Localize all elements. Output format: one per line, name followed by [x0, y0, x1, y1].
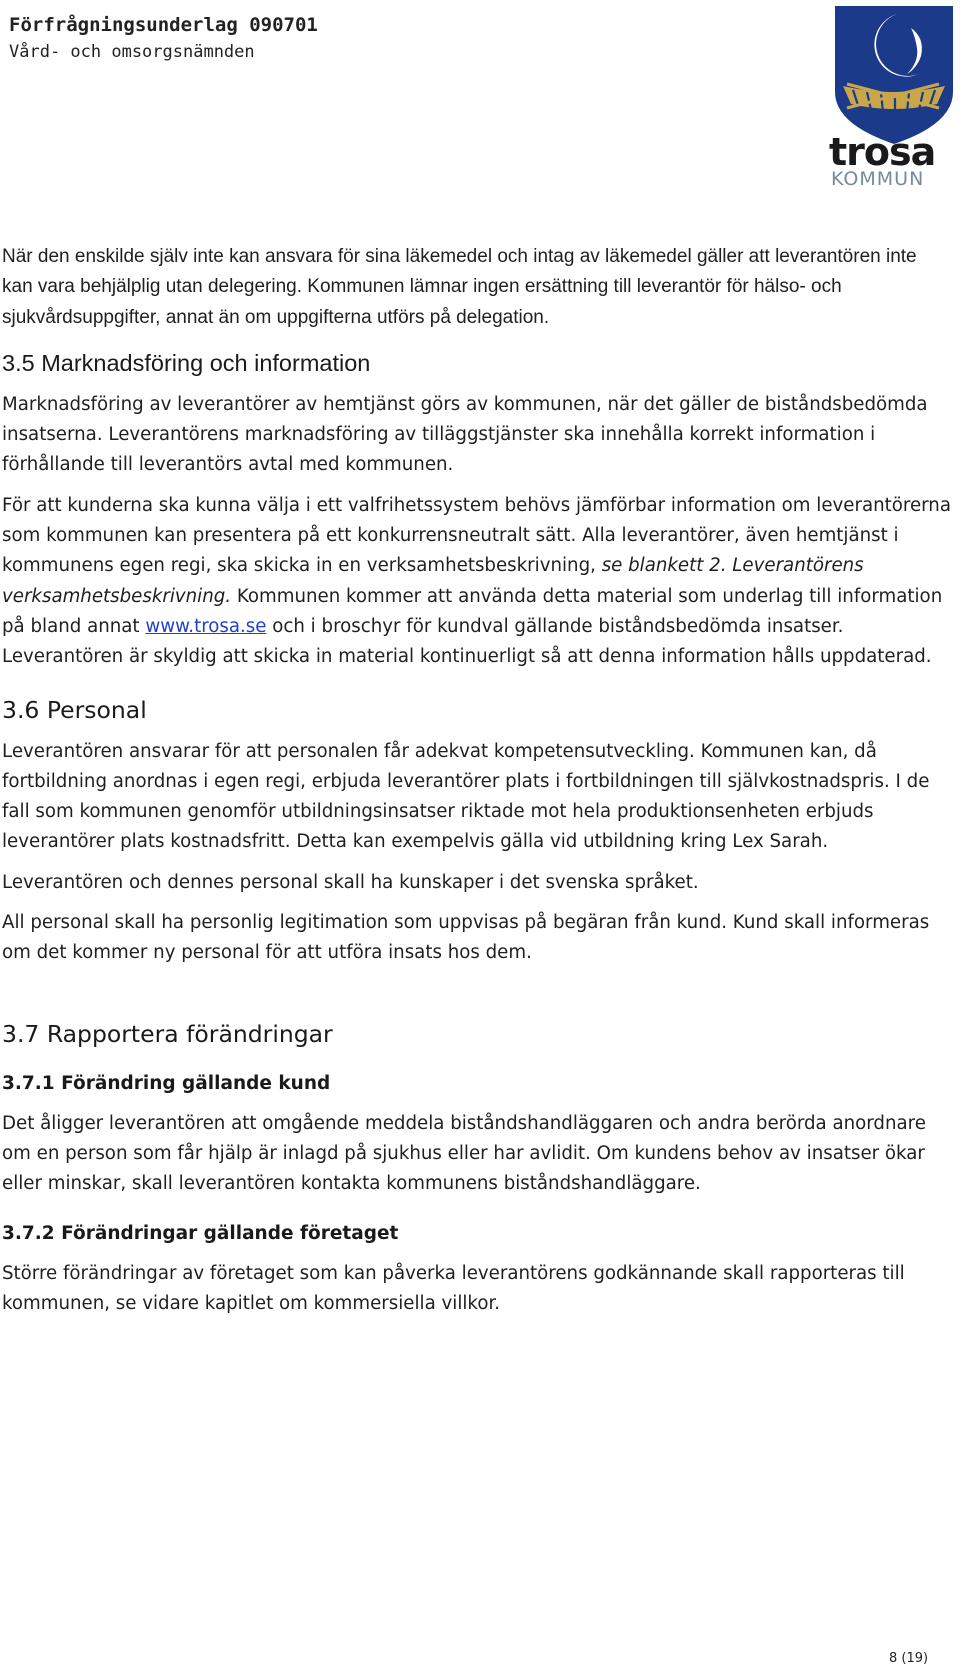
section-3-7-2-paragraph: Större förändringar av företaget som kan påverka leverantörens godkännande skall rapporteras till kommunen, se vidare kapitlet om kommersiella villkor.	[2, 1262, 905, 1314]
paragraph-text: Kommunen kommer att använda detta material som underlag till information på bland annat	[2, 585, 943, 637]
paragraph-text: och i broschyr för kundval gällande biståndsbedömda insatser. Leverantören är skyldig att skicka in material kontinuerligt så att denna information hålls uppdaterad.	[2, 615, 932, 668]
document-body	[2, 242, 952, 1319]
section-3-6-paragraph-3: All personal skall ha personlig legitimation som uppvisas på begäran från kund. Kund skall informeras om det kommer ny personal för att utföra insats hos dem.	[2, 912, 930, 964]
trosa-website-link[interactable]: www.trosa.se	[145, 615, 267, 637]
document-subtitle: Vård- och omsorgsnämnden	[9, 42, 255, 62]
section-3-7-1-paragraph: Det åligger leverantören att omgående meddela biståndshandläggaren och andra berörda anordnare om en person som får hjälp är inlagd på sjukhus eller har avlidit. Om kundens behov av insatser ökar eller minskar, skall leverantören kontakta kommunens biståndshandläggare.	[2, 1112, 926, 1195]
section-3-5-paragraph-2	[2, 491, 952, 673]
page-number: 8 (19)	[889, 1651, 929, 1666]
logo-wordmark: trosa	[829, 130, 936, 174]
blankett-reference: se blankett 2. Leverantörens verksamhetsbeskrivning.	[2, 555, 864, 607]
section-3-6-paragraph-1: Leverantören ansvarar för att personalen får adekvat kompetensutveckling. Kommunen kan, då fortbildning anordnas i egen regi, erbjuda leverantörer plats i fortbildningen till självkostnadspris. I de fall som kommunen genomför utbildningsinsatser riktade mot hela produktionsenheten erbjuds leverantörer plats kostnadsfritt. Detta kan exempelvis gälla vid utbildning kring Lex Sarah.	[2, 740, 930, 853]
trosa-kommun-logo	[829, 4, 959, 196]
document-header	[9, 12, 318, 66]
section-3-6-paragraph-2: Leverantören och dennes personal skall ha kunskaper i det svenska språket.	[2, 871, 699, 893]
logo-sub-wordmark: KOMMUN	[831, 168, 925, 190]
section-3-7-2-heading: 3.7.2 Förändringar gällande företaget	[2, 1222, 399, 1244]
section-3-7-1-heading: 3.7.1 Förändring gällande kund	[2, 1072, 331, 1094]
paragraph-text: För att kunderna ska kunna välja i ett valfrihetssystem behövs jämförbar information om leverantörerna som kommunen kan presentera på ett konkurrensneutralt sätt. Alla leverantörer, även hemtjänst i kommunens egen regi, ska skicka in en verksamhetsbeskrivning,	[2, 494, 951, 577]
intro-paragraph: När den enskilde själv inte kan ansvara för sina läkemedel och intag av läkemedel gäller att leverantören inte kan vara behjälplig utan delegering. Kommunen lämnar ingen ersättning till leverantör för hälso- och sjukvårdsuppgifter, annat än om uppgifterna utförs på delegation.	[2, 246, 917, 328]
document-title: Förfrågningsunderlag 090701	[9, 14, 318, 36]
section-3-5-heading: 3.5 Marknadsföring och information	[2, 349, 371, 376]
section-3-6-heading: 3.6 Personal	[2, 695, 147, 724]
section-3-5-paragraph-1: Marknadsföring av leverantörer av hemtjänst görs av kommunen, när det gäller de biståndsbedömda insatserna. Leverantörens marknadsföring av tilläggstjänster ska innehålla korrekt information i förhållande till leverantörs avtal med kommunen.	[2, 393, 928, 476]
section-3-7-heading: 3.7 Rapportera förändringar	[2, 1019, 333, 1048]
